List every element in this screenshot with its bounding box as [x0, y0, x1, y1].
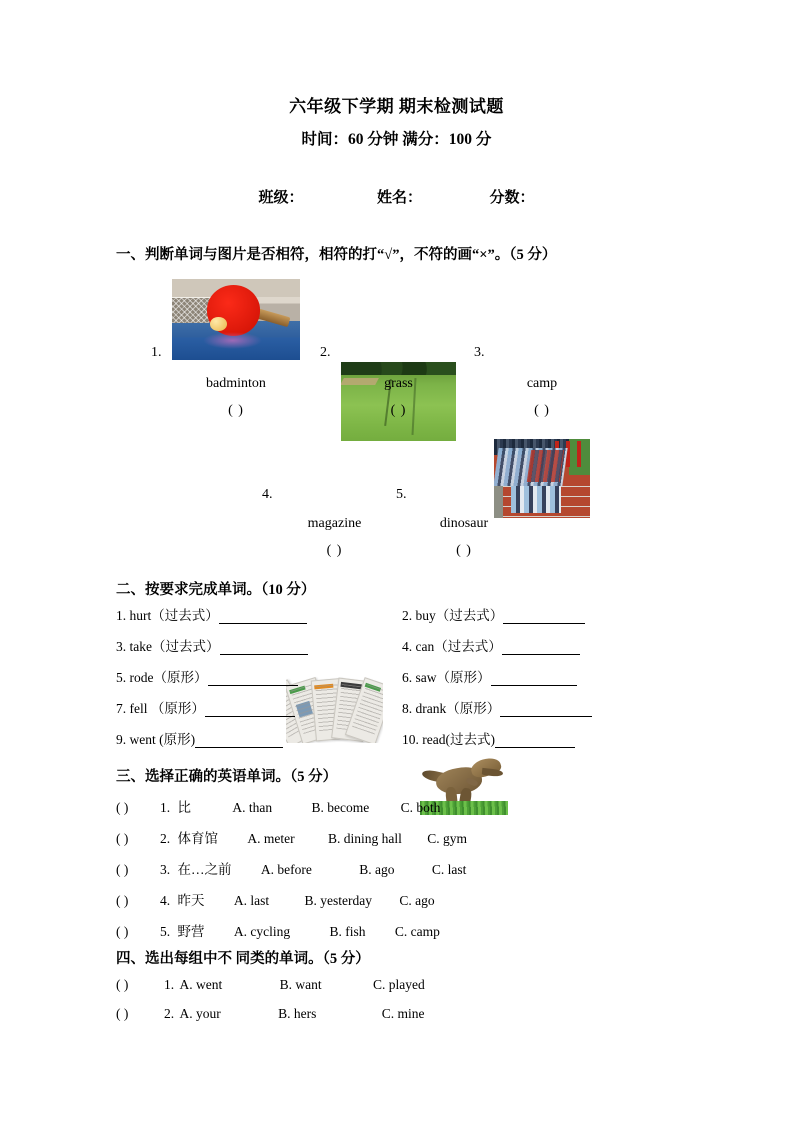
picture-number-1: 1.: [151, 345, 162, 360]
picture-word-3: camp: [526, 376, 558, 391]
choice-item-2: [116, 827, 467, 847]
choice-option-a-2[interactable]: A. meter: [247, 831, 295, 846]
score-label: 分数：: [489, 190, 535, 206]
section-3-heading: 三、选择正确的英语单词。（5 分）: [116, 769, 338, 785]
word-form-tag-2: （过去式）: [435, 608, 504, 623]
class-label: 班级：: [258, 190, 304, 206]
odd-num-1: 1.: [164, 977, 175, 992]
word-form-tag-6: （原形）: [436, 670, 491, 685]
choice-item-3: [116, 858, 466, 878]
choice-num-1: 1.: [160, 800, 171, 815]
word-form-blank-9[interactable]: [195, 734, 283, 748]
choice-prompt-1: 比: [177, 800, 191, 815]
picture-answer-bracket-1: ( ): [228, 403, 244, 418]
word-form-item-8: [402, 697, 592, 717]
picture-number-5: 5.: [396, 487, 407, 502]
word-form-item-1: [116, 604, 307, 624]
word-form-tag-3: （过去式）: [152, 639, 220, 654]
choice-item-5: [116, 920, 440, 940]
word-form-item-6: [402, 666, 577, 686]
page-title: 六年级下学期 期末检测试题: [289, 97, 504, 116]
students-marching-track-photo: [494, 439, 590, 518]
odd-option-b-2[interactable]: B. hers: [278, 1006, 317, 1021]
choice-item-4: [116, 889, 435, 909]
table-reflection: [203, 332, 262, 348]
word-form-blank-4[interactable]: [502, 641, 580, 655]
odd-one-out-item-2: [116, 1006, 425, 1022]
section-4-heading: 四、选出每组中不 同类的单词。（5 分）: [116, 951, 370, 967]
word-form-word-2: buy: [415, 608, 436, 623]
odd-option-b-1[interactable]: B. want: [279, 977, 322, 992]
choice-answer-bracket-3[interactable]: ( ): [116, 862, 129, 877]
grass-field-photo: [341, 362, 456, 441]
word-form-word-7: fell: [129, 701, 148, 716]
choice-prompt-4: 昨天: [177, 893, 205, 908]
odd-option-a-2[interactable]: A. your: [179, 1006, 221, 1021]
student-ranks-front: [511, 486, 561, 513]
tree-line: [341, 362, 456, 375]
odd-one-out-item-1: [116, 977, 425, 993]
choice-item-1: [116, 796, 440, 816]
choice-option-b-3[interactable]: B. ago: [359, 862, 395, 877]
word-form-num-10: 10.: [402, 732, 419, 747]
picture-word-4: magazine: [307, 516, 362, 531]
choice-option-b-5[interactable]: B. fish: [329, 924, 366, 939]
word-form-word-9: went: [129, 732, 156, 747]
odd-answer-bracket-1[interactable]: ( ): [116, 977, 129, 992]
picture-word-5: dinosaur: [439, 516, 489, 531]
word-form-blank-3[interactable]: [220, 641, 308, 655]
word-form-num-3: 3.: [116, 639, 127, 654]
word-form-num-5: 5.: [116, 670, 127, 685]
odd-answer-bracket-2[interactable]: ( ): [116, 1006, 129, 1021]
newspapers-stack-photo: [286, 671, 383, 743]
section-1-heading: 一、判断单词与图片是否相符，相符的打“√”，不符的画“×”。（5 分）: [116, 247, 557, 263]
word-form-word-3: take: [129, 639, 152, 654]
word-form-tag-8: （原形）: [446, 701, 501, 716]
newspaper-photo-2: [296, 701, 313, 717]
word-form-blank-5[interactable]: [208, 672, 298, 686]
word-form-word-5: rode: [129, 670, 154, 685]
picture-number-2: 2.: [320, 345, 331, 360]
word-form-tag-9: (原形): [159, 732, 196, 747]
word-form-num-8: 8.: [402, 701, 413, 716]
word-form-blank-8[interactable]: [500, 703, 592, 717]
newspaper-masthead-3: [315, 683, 334, 689]
newspaper-masthead-5: [365, 683, 381, 692]
word-form-num-1: 1.: [116, 608, 127, 623]
word-form-blank-6[interactable]: [491, 672, 577, 686]
word-form-item-3: [116, 635, 308, 655]
picture-answer-bracket-2: ( ): [390, 403, 407, 418]
choice-prompt-3: 在…之前: [177, 862, 232, 877]
choice-answer-bracket-4[interactable]: ( ): [116, 893, 129, 908]
word-form-blank-1[interactable]: [219, 610, 307, 624]
name-label: 姓名：: [376, 190, 422, 206]
word-form-tag-5: （原形）: [153, 670, 208, 685]
choice-answer-bracket-5[interactable]: ( ): [116, 924, 129, 939]
choice-num-2: 2.: [160, 831, 171, 846]
choice-option-b-2[interactable]: B. dining hall: [327, 831, 402, 846]
word-form-item-9: [116, 728, 283, 748]
section-2-heading: 二、按要求完成单词。（10 分）: [116, 582, 316, 598]
word-form-word-6: saw: [415, 670, 437, 685]
choice-option-a-4[interactable]: A. last: [233, 893, 270, 908]
choice-prompt-2: 体育馆: [177, 831, 218, 846]
word-form-num-2: 2.: [402, 608, 413, 623]
choice-num-5: 5.: [160, 924, 171, 939]
word-form-word-1: hurt: [129, 608, 152, 623]
word-form-item-7: [116, 697, 295, 717]
word-form-item-2: [402, 604, 585, 624]
word-form-word-10: read: [422, 732, 446, 747]
choice-option-c-2[interactable]: C. gym: [427, 831, 467, 846]
word-form-word-8: drank: [415, 701, 447, 716]
picture-word-2: grass: [384, 376, 413, 391]
choice-option-a-1[interactable]: A. than: [232, 800, 273, 815]
newspaper-masthead-4: [340, 682, 362, 690]
picture-answer-bracket-5: ( ): [456, 543, 472, 558]
picture-answer-bracket-4: ( ): [326, 543, 343, 558]
choice-option-c-3[interactable]: C. last: [431, 862, 467, 877]
choice-option-a-3[interactable]: A. before: [260, 862, 312, 877]
picture-word-1: badminton: [206, 376, 266, 391]
choice-option-c-4[interactable]: C. ago: [399, 893, 435, 908]
word-form-blank-10[interactable]: [495, 734, 575, 748]
picture-number-4: 4.: [262, 487, 273, 502]
choice-num-3: 3.: [160, 862, 171, 877]
word-form-num-4: 4.: [402, 639, 413, 654]
choice-answer-bracket-2[interactable]: ( ): [116, 831, 129, 846]
choice-option-c-1[interactable]: C. both: [400, 800, 441, 815]
track-edge: [494, 486, 503, 518]
choice-answer-bracket-1[interactable]: ( ): [116, 800, 129, 815]
word-form-tag-7: （原形）: [150, 701, 205, 716]
odd-option-c-1[interactable]: C. played: [373, 977, 425, 992]
picture-number-3: 3.: [474, 345, 485, 360]
word-form-num-9: 9.: [116, 732, 127, 747]
choice-option-b-1[interactable]: B. become: [311, 800, 370, 815]
choice-option-c-5[interactable]: C. camp: [394, 924, 440, 939]
student-info-line: [0, 186, 793, 207]
newspaper-masthead-2: [289, 685, 305, 694]
word-form-num-7: 7.: [116, 701, 127, 716]
word-form-blank-2[interactable]: [503, 610, 585, 624]
choice-num-4: 4.: [160, 893, 171, 908]
word-form-item-4: [402, 635, 580, 655]
choice-prompt-5: 野营: [177, 924, 205, 939]
word-form-tag-10: (过去式): [445, 732, 495, 747]
word-form-item-10: [402, 728, 575, 748]
ping-pong-ball: [210, 317, 227, 331]
word-form-item-5: [116, 666, 298, 686]
word-form-tag-4: （过去式）: [434, 639, 502, 654]
word-form-blank-7[interactable]: [205, 703, 295, 717]
odd-option-a-1[interactable]: A. went: [179, 977, 223, 992]
picture-answer-bracket-3: ( ): [534, 403, 550, 418]
odd-num-2: 2.: [164, 1006, 175, 1021]
word-form-word-4: can: [415, 639, 435, 654]
word-form-num-6: 6.: [402, 670, 413, 685]
odd-option-c-2[interactable]: C. mine: [381, 1006, 425, 1021]
choice-option-b-4[interactable]: B. yesterday: [304, 893, 372, 908]
student-ranks-red: [526, 450, 563, 482]
table-tennis-paddle-photo: [172, 279, 300, 360]
choice-option-a-5[interactable]: A. cycling: [233, 924, 291, 939]
exam-duration-score-line: 时间：60 分钟 满分：100 分: [301, 131, 492, 148]
word-form-tag-1: （过去式）: [151, 608, 219, 623]
